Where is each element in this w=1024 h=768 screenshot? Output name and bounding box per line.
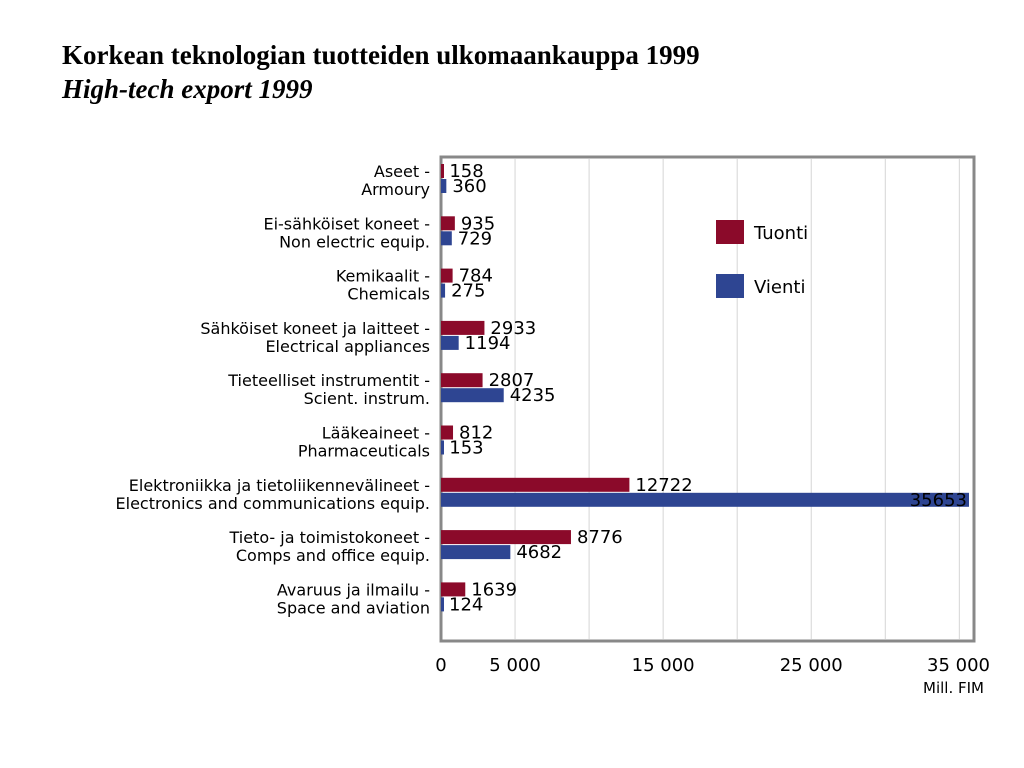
value-label-tuonti: 1639 bbox=[471, 579, 518, 601]
category-label-fi: Ei-sähköiset koneet - bbox=[263, 214, 430, 234]
category-label-fi: Avaruus ja ilmailu - bbox=[276, 580, 430, 600]
category-label-en: Comps and office equip. bbox=[235, 546, 430, 566]
category-label-fi: Lääkeaineet - bbox=[321, 423, 430, 443]
legend-swatch-vienti bbox=[716, 274, 744, 298]
category-label-fi: Tieteelliset instrumentit - bbox=[228, 371, 430, 391]
category-labels bbox=[116, 162, 430, 617]
category-label-en: Electrical appliances bbox=[265, 336, 430, 356]
x-tick-label: 5 000 bbox=[489, 655, 541, 676]
x-axis-unit: Mill. FIM bbox=[923, 679, 984, 697]
value-label-vienti: 275 bbox=[451, 280, 486, 302]
value-label-vienti: 35653 bbox=[909, 489, 967, 511]
category-label-fi: Tieto- ja toimistokoneet - bbox=[229, 528, 430, 548]
x-tick-label: 35 000 bbox=[927, 655, 990, 676]
category-label-en: Scient. instrum. bbox=[303, 389, 430, 409]
value-label-vienti: 153 bbox=[449, 437, 484, 459]
category-label-en: Chemicals bbox=[347, 284, 430, 304]
bar-tuonti bbox=[441, 216, 455, 230]
chart-title: Korkean teknologian tuotteiden ulkomaankauppa 1999 bbox=[62, 40, 700, 70]
value-label-tuonti: 158 bbox=[449, 161, 484, 182]
bar-vienti bbox=[441, 284, 445, 298]
category-label-en: Electronics and communications equip. bbox=[115, 493, 430, 513]
bar-tuonti bbox=[441, 478, 629, 492]
bar-vienti bbox=[441, 179, 446, 193]
x-tick-label: 0 bbox=[435, 655, 447, 676]
category-label-en: Non electric equip. bbox=[279, 232, 430, 252]
bar-vienti bbox=[441, 336, 459, 350]
bar-vienti bbox=[441, 231, 452, 245]
bar-vienti bbox=[441, 493, 969, 507]
value-label-vienti: 360 bbox=[452, 176, 487, 197]
legend-label-vienti: Vienti bbox=[754, 277, 806, 298]
value-label-vienti: 124 bbox=[449, 594, 484, 616]
value-label-tuonti: 784 bbox=[458, 265, 493, 287]
bar-vienti bbox=[441, 441, 444, 455]
category-label-fi: Kemikaalit - bbox=[335, 266, 430, 286]
value-label-tuonti: 2933 bbox=[490, 317, 537, 339]
value-label-tuonti: 8776 bbox=[576, 527, 623, 549]
value-label-tuonti: 812 bbox=[459, 422, 494, 444]
chart-subtitle: High-tech export 1999 bbox=[62, 74, 313, 104]
value-label-vienti: 4235 bbox=[509, 385, 556, 407]
x-axis-ticks bbox=[435, 655, 990, 676]
bar-vienti bbox=[441, 597, 444, 611]
x-tick-label: 15 000 bbox=[631, 655, 695, 676]
bar-tuonti bbox=[441, 164, 444, 178]
legend-label-tuonti: Tuonti bbox=[754, 223, 809, 244]
legend-swatch-tuonti bbox=[716, 220, 744, 244]
category-label-fi: Aseet - bbox=[373, 162, 430, 181]
x-tick-label: 25 000 bbox=[779, 655, 843, 676]
category-label-en: Pharmaceuticals bbox=[297, 441, 430, 461]
category-label-fi: Sähköiset koneet ja laitteet - bbox=[200, 318, 430, 338]
category-label-en: Armoury bbox=[361, 180, 430, 199]
category-label-fi: Elektroniikka ja tietoliikennevälineet - bbox=[128, 475, 430, 495]
value-label-vienti: 1194 bbox=[464, 332, 511, 354]
bar-tuonti bbox=[441, 373, 483, 387]
value-label-tuonti: 935 bbox=[460, 213, 496, 235]
category-label-en: Space and aviation bbox=[276, 598, 430, 618]
value-label-tuonti: 2807 bbox=[488, 370, 535, 392]
value-label-vienti: 729 bbox=[457, 228, 493, 250]
bar-vienti bbox=[441, 545, 510, 559]
value-label-tuonti: 12722 bbox=[635, 474, 693, 496]
value-label-vienti: 4682 bbox=[516, 542, 563, 564]
